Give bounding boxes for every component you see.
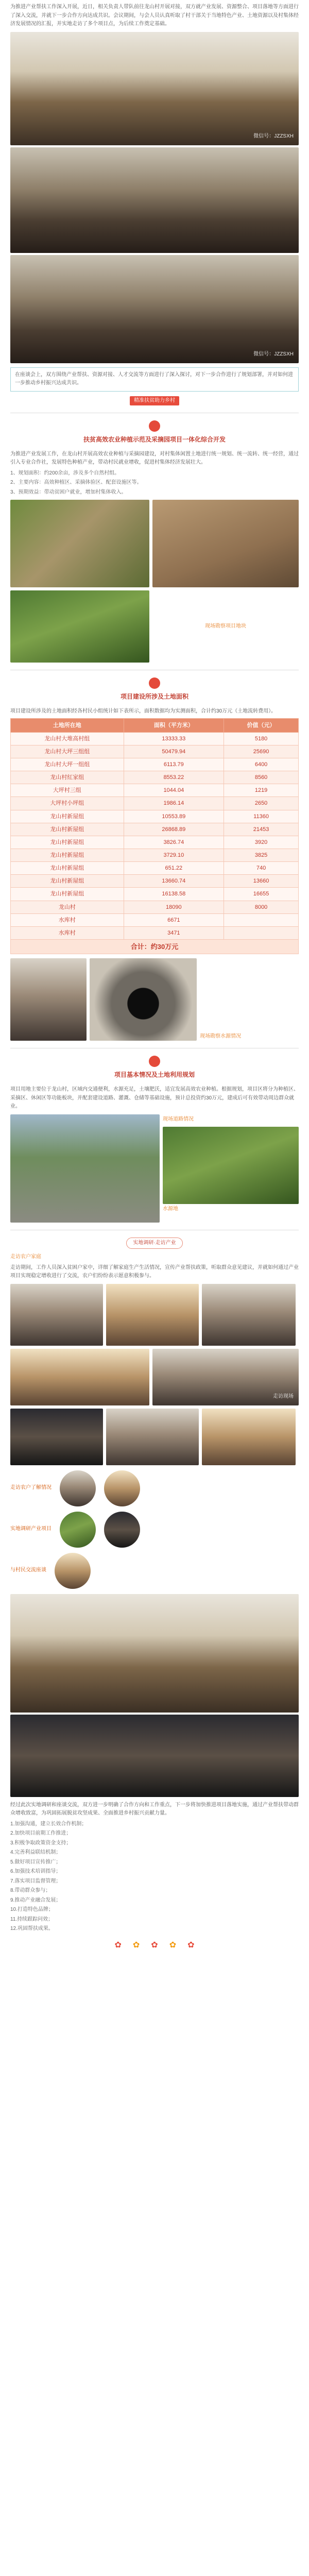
list-item: 9.推动产业融合发展；: [10, 1897, 61, 1903]
photo-meeting-1: [10, 147, 299, 253]
table-cell: 3826.74: [124, 836, 224, 849]
photo-visit-4: [10, 1349, 149, 1405]
section2-caption: 现场勘察水源情况: [200, 1033, 242, 1039]
photo-visit-5: [152, 1349, 299, 1405]
section4-title: 走访农户家庭: [10, 1254, 41, 1260]
thumb-1: [60, 1470, 96, 1506]
section-icon: [149, 420, 160, 432]
table-cell: 龙山村新屋组: [11, 888, 124, 901]
table-cell: 龙山村: [11, 901, 124, 913]
caption-box-1: [10, 367, 299, 392]
list-item: 6.加强技术培训指导；: [10, 1869, 61, 1875]
photo-road: [10, 1114, 160, 1223]
table-cell: 1219: [224, 784, 299, 797]
table-cell: 龙山村新屋组: [11, 836, 124, 849]
photo-survey: [10, 590, 149, 663]
table-row: [11, 836, 299, 849]
list-item: 7.落实项目监督管理；: [10, 1878, 61, 1884]
table-row: [11, 849, 299, 862]
flower-icon: ✿: [169, 1940, 177, 1950]
article: [10, 0, 299, 1952]
label-3: 与村民交流座谈: [10, 1567, 46, 1573]
table-header: 土地所在地: [11, 718, 124, 732]
watermark: 微信号：JZZSXH: [253, 133, 294, 139]
table-cell: 1044.04: [124, 784, 224, 797]
photo-well: [90, 958, 197, 1041]
section1-item: 1、规划面积：约200余亩，涉及多个自然村组。: [10, 470, 120, 476]
section1-paragraph: 为推进产业发展工作，在龙山村开展高效农业种植与采摘园建设，对村集体闲置土地进行统一规划、统一流转、统一经营，通过引入专业合作社，发展特色种植产业，带动村民就业增收，促进村集体经济发展壮大。: [10, 451, 299, 466]
list-item: 1.加强沟通，建立长效合作机制；: [10, 1821, 87, 1827]
table-cell: 龙山村大坪一组组: [11, 758, 124, 771]
section-icon: [149, 1056, 160, 1067]
table-cell: 大坪村小坪组: [11, 797, 124, 810]
list-item: 12.巩固帮扶成果。: [10, 1926, 54, 1932]
table-cell: 3729.10: [124, 849, 224, 862]
table-cell: 龙山村新屋组: [11, 810, 124, 823]
label-1: 走访农户了解情况: [10, 1485, 52, 1491]
table-cell: 16138.58: [124, 888, 224, 901]
table-cell: 10553.89: [124, 810, 224, 823]
img-label: 走访现场: [273, 1394, 294, 1400]
flower-icon: ✿: [132, 1940, 140, 1950]
table-cell: 龙山村新屋组: [11, 862, 124, 875]
land-table: [10, 718, 299, 955]
table-cell: 2650: [224, 797, 299, 810]
list-item: 2.加快项目前期工作推进；: [10, 1831, 72, 1837]
table-cell: 740: [224, 862, 299, 875]
flower-icon: ✿: [151, 1940, 158, 1950]
list-item: 3.积极争取政策资金支持；: [10, 1840, 72, 1846]
table-cell: 3825: [224, 849, 299, 862]
table-cell: 25690: [224, 745, 299, 758]
section1-caption: 现场勘察项目地块: [205, 623, 246, 630]
thumb-2: [104, 1470, 140, 1506]
table-cell: 6113.79: [124, 758, 224, 771]
table-cell: 13660.74: [124, 875, 224, 888]
section5-list: [10, 1820, 299, 1934]
section-icon: [149, 677, 160, 689]
section1-item: 3、预期效益：带动贫困户就业，增加村集体收入。: [10, 489, 127, 495]
table-cell: 18090: [124, 901, 224, 913]
bottom-decor: [10, 1939, 299, 1952]
table-cell: 651.22: [124, 862, 224, 875]
list-item: 4.完善利益联结机制；: [10, 1850, 61, 1856]
label-2: 实地调研产业项目: [10, 1526, 52, 1532]
photo-visit-2: [106, 1284, 199, 1346]
table-cell: 3471: [124, 926, 224, 939]
table-header: 面积（平方米）: [124, 718, 224, 732]
section2-title: 项目建设所涉及土地面积: [120, 693, 188, 701]
table-cell: 龙山村新屋组: [11, 875, 124, 888]
caption-tag: 精准扶贫助力乡村: [130, 396, 179, 406]
section4-chip: 实地调研·走访产业: [126, 1238, 182, 1249]
section5-paragraph: 经过此次实地调研和座谈交流，双方进一步明确了合作方向和工作重点，下一步将加快推进项目落地实施，通过产业帮扶带动群众增收致富，为巩固拓展脱贫攻坚成果、全面推进乡村振兴贡献力量。: [10, 1802, 299, 1817]
table-cell: 龙山村新屋组: [11, 849, 124, 862]
table-total: 合计：约30万元: [11, 939, 299, 954]
table-cell: 水库村: [11, 913, 124, 926]
flower-icon: ✿: [114, 1940, 122, 1950]
caption-text-1: 在座谈会上，双方围绕产业帮扶、资源对接、人才交流等方面进行了深入探讨，对下一步合作进行了规划部署，并对如何进一步推动乡村振兴达成共识。: [15, 371, 293, 386]
section3-title: 项目基本情况及土地利用规划: [114, 1071, 195, 1079]
table-row: [11, 784, 299, 797]
table-row: [11, 862, 299, 875]
section2-intro: 项目建设所涉及的土地面积经各村民小组统计如下表所示，面积数据均为实测面积，合计约30万元（土地流转费用）。: [10, 708, 277, 715]
table-row: [11, 823, 299, 836]
table-cell: 3920: [224, 836, 299, 849]
section1-title: 扶贫高效农业种植示范及采摘园项目一体化综合开发: [83, 436, 226, 443]
table-cell: 11360: [224, 810, 299, 823]
photo-final-2: [10, 1715, 299, 1797]
table-cell: 龙山村大坪三组组: [11, 745, 124, 758]
table-cell: 6400: [224, 758, 299, 771]
list-item: 10.打造特色品牌；: [10, 1907, 54, 1913]
table-cell: 水库村: [11, 926, 124, 939]
photo-water: [163, 1127, 299, 1204]
list-item: 8.带动群众参与；: [10, 1888, 51, 1894]
section1-item: 2、主要内容：高效种植区、采摘体验区、配套设施区等。: [10, 480, 142, 486]
thumb-4: [104, 1512, 140, 1548]
section3-caption-2: 水源地: [163, 1206, 178, 1212]
table-total-row: [11, 939, 299, 954]
photo-visit-8: [202, 1409, 296, 1465]
table-cell: [224, 926, 299, 939]
intro-paragraph: 为推进产业帮扶工作深入开展，近日，相关负责人带队前往龙山村开展对接，双方就产业发展、资源整合、项目落地等方面进行了深入交流，并就下一步合作方向达成共识。会议期间，与会人员认真听取了村干部关于当地特色产业、土地资源以及村集体经济发展情况的汇报，并实地走访了多个项目点，为后续工作奠定基础。: [10, 4, 299, 27]
table-cell: 13660: [224, 875, 299, 888]
table-cell: 大坪村三组: [11, 784, 124, 797]
photo-child: [10, 958, 87, 1041]
thumb-3: [60, 1512, 96, 1548]
table-row: [11, 771, 299, 784]
table-cell: 13333.33: [124, 732, 224, 745]
photo-office: [10, 32, 299, 145]
table-row: [11, 875, 299, 888]
section3-paragraph: 项目用地主要位于龙山村，区域内交通便利，水源充足，土壤肥沃，适宜发展高效农业种植。根据规划，项目区将分为种植区、采摘区、休闲区等功能板块，并配套建设道路、灌溉、仓储等基础设施，预计总投资约30万元，建成后可有效带动周边群众就业。: [10, 1087, 299, 1110]
table-header: 价值（元）: [224, 718, 299, 732]
table-cell: 50479.94: [124, 745, 224, 758]
photo-meeting-2: [10, 255, 299, 363]
photo-final-1: [10, 1594, 299, 1713]
photo-aerial: [10, 500, 149, 587]
table-cell: 龙山村新屋组: [11, 823, 124, 836]
watermark-2: 微信号：JZZSXH: [253, 351, 294, 357]
table-cell: [224, 913, 299, 926]
table-cell: 8000: [224, 901, 299, 913]
photo-visit-1: [10, 1284, 103, 1346]
list-item: 5.做好项目宣传推广；: [10, 1859, 61, 1865]
photo-visit-6: [10, 1409, 103, 1465]
table-row: [11, 926, 299, 939]
table-cell: 26868.89: [124, 823, 224, 836]
flower-icon: ✿: [187, 1940, 195, 1950]
list-item: 11.持续跟踪问效；: [10, 1916, 54, 1922]
table-cell: 8560: [224, 771, 299, 784]
table-row: [11, 888, 299, 901]
table-cell: 16655: [224, 888, 299, 901]
table-cell: 8553.22: [124, 771, 224, 784]
table-cell: 1986.14: [124, 797, 224, 810]
table-row: [11, 745, 299, 758]
table-cell: 龙山村紅家组: [11, 771, 124, 784]
table-cell: 5180: [224, 732, 299, 745]
table-row: [11, 797, 299, 810]
photo-visit-3: [202, 1284, 296, 1346]
table-cell: 6671: [124, 913, 224, 926]
table-row: [11, 901, 299, 913]
table-row: [11, 732, 299, 745]
table-cell: 21453: [224, 823, 299, 836]
table-cell: 龙山村大堆高村组: [11, 732, 124, 745]
table-row: [11, 913, 299, 926]
section3-caption: 现场道路情况: [163, 1116, 194, 1122]
photo-field: [152, 500, 299, 587]
table-row: [11, 810, 299, 823]
table-row: [11, 758, 299, 771]
thumb-5: [55, 1553, 91, 1589]
photo-visit-7: [106, 1409, 199, 1465]
section4-paragraph: 走访期间，工作人员深入贫困户家中，详细了解家庭生产生活情况，宣传产业帮扶政策，听取群众意见建议，并就如何通过产业项目实现稳定增收进行了交流，农户们纷纷表示愿意积极参与。: [10, 1264, 299, 1279]
